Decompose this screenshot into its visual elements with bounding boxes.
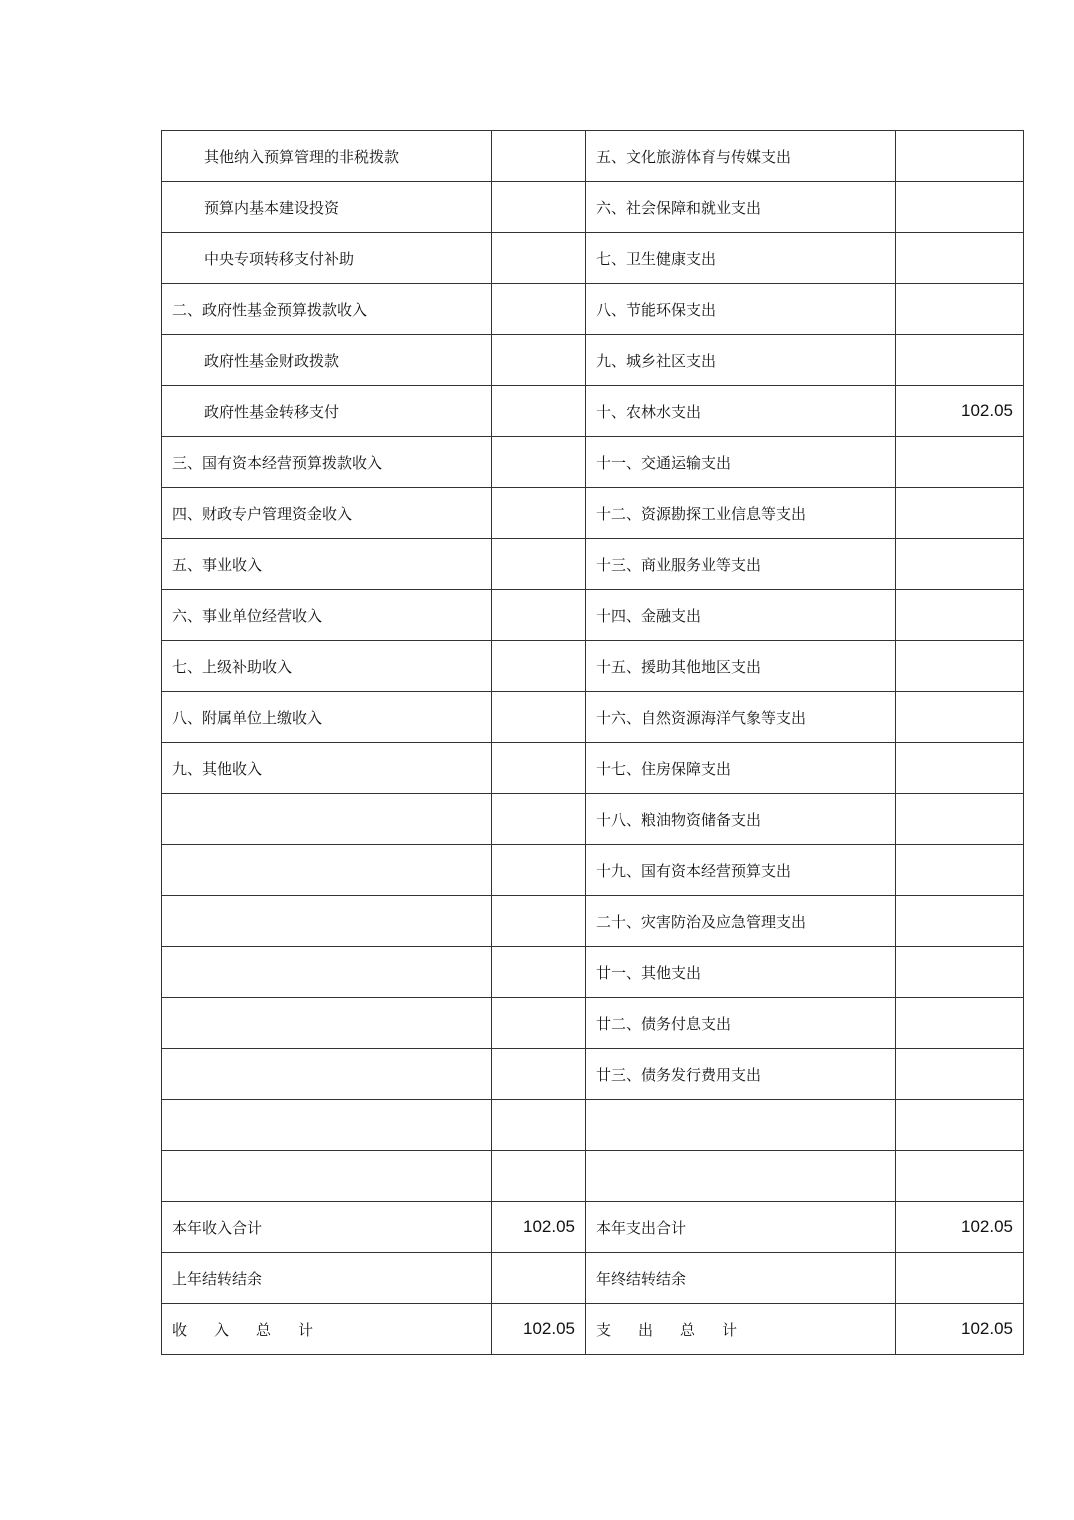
expense-amount-cell [896, 794, 1024, 845]
expense-item-cell: 本年支出合计 [586, 1202, 896, 1253]
expense-item-cell: 六、社会保障和就业支出 [586, 182, 896, 233]
table-row [162, 488, 1024, 539]
income-amount-cell [492, 590, 586, 641]
expense-item-cell: 十三、商业服务业等支出 [586, 539, 896, 590]
income-item-cell: 八、附属单位上缴收入 [162, 692, 492, 743]
table-row [162, 437, 1024, 488]
income-total-char: 收 [172, 1320, 188, 1339]
expense-total-char: 出 [638, 1320, 654, 1339]
expense-item-cell: 廿三、债务发行费用支出 [586, 1049, 896, 1100]
expense-item-cell: 十一、交通运输支出 [586, 437, 896, 488]
income-grand-total-label [162, 1304, 492, 1355]
expense-amount-cell [896, 692, 1024, 743]
income-amount-cell [492, 335, 586, 386]
income-item-cell: 七、上级补助收入 [162, 641, 492, 692]
income-item-cell: 预算内基本建设投资 [162, 182, 492, 233]
income-item-cell: 本年收入合计 [162, 1202, 492, 1253]
table-row [162, 284, 1024, 335]
table-row [162, 1049, 1024, 1100]
expense-item-cell: 十八、粮油物资储备支出 [586, 794, 896, 845]
expense-grand-total-amount: 102.05 [896, 1304, 1024, 1355]
expense-item-cell: 廿一、其他支出 [586, 947, 896, 998]
expense-total-char: 总 [680, 1320, 696, 1339]
income-item-cell: 九、其他收入 [162, 743, 492, 794]
expense-grand-total-label [586, 1304, 896, 1355]
income-amount-cell [492, 488, 586, 539]
income-amount-cell [492, 896, 586, 947]
expense-amount-cell [896, 641, 1024, 692]
expense-item-cell: 十四、金融支出 [586, 590, 896, 641]
income-amount-cell [492, 1100, 586, 1151]
expense-total-char: 计 [722, 1320, 738, 1339]
expense-item-cell: 十二、资源勘探工业信息等支出 [586, 488, 896, 539]
table-row [162, 1202, 1024, 1253]
expense-item-cell: 十五、援助其他地区支出 [586, 641, 896, 692]
expense-amount-cell [896, 182, 1024, 233]
income-amount-cell [492, 233, 586, 284]
income-total-char: 计 [298, 1320, 314, 1339]
expense-amount-cell [896, 233, 1024, 284]
table-row [162, 131, 1024, 182]
table-row [162, 1253, 1024, 1304]
table-row [162, 182, 1024, 233]
expense-item-cell: 八、节能环保支出 [586, 284, 896, 335]
income-item-cell [162, 1049, 492, 1100]
income-item-cell: 六、事业单位经营收入 [162, 590, 492, 641]
income-total-char: 入 [214, 1320, 230, 1339]
expense-amount-cell: 102.05 [896, 386, 1024, 437]
expense-item-cell: 二十、灾害防治及应急管理支出 [586, 896, 896, 947]
income-item-cell: 政府性基金财政拨款 [162, 335, 492, 386]
income-grand-total-amount: 102.05 [492, 1304, 586, 1355]
table-row [162, 896, 1024, 947]
income-item-cell: 五、事业收入 [162, 539, 492, 590]
expense-item-cell: 五、文化旅游体育与传媒支出 [586, 131, 896, 182]
expense-amount-cell [896, 947, 1024, 998]
income-amount-cell [492, 386, 586, 437]
expense-amount-cell [896, 998, 1024, 1049]
income-amount-cell [492, 692, 586, 743]
income-item-cell [162, 998, 492, 1049]
income-amount-cell [492, 947, 586, 998]
table-row [162, 386, 1024, 437]
income-item-cell: 中央专项转移支付补助 [162, 233, 492, 284]
income-item-cell: 四、财政专户管理资金收入 [162, 488, 492, 539]
table-row [162, 947, 1024, 998]
grand-total-row [162, 1304, 1024, 1355]
income-amount-cell [492, 845, 586, 896]
expense-amount-cell [896, 743, 1024, 794]
income-amount-cell: 102.05 [492, 1202, 586, 1253]
expense-amount-cell [896, 845, 1024, 896]
income-amount-cell [492, 1253, 586, 1304]
income-amount-cell [492, 182, 586, 233]
budget-table [161, 130, 1024, 1355]
expense-amount-cell [896, 437, 1024, 488]
expense-amount-cell [896, 131, 1024, 182]
income-item-cell [162, 1151, 492, 1202]
table-row [162, 641, 1024, 692]
income-amount-cell [492, 284, 586, 335]
expense-amount-cell [896, 539, 1024, 590]
table-row [162, 794, 1024, 845]
expense-item-cell [586, 1100, 896, 1151]
income-amount-cell [492, 998, 586, 1049]
table-row [162, 998, 1024, 1049]
expense-amount-cell [896, 590, 1024, 641]
income-item-cell: 二、政府性基金预算拨款收入 [162, 284, 492, 335]
income-item-cell: 上年结转结余 [162, 1253, 492, 1304]
expense-amount-cell [896, 1253, 1024, 1304]
expense-amount-cell [896, 1151, 1024, 1202]
expense-item-cell: 七、卫生健康支出 [586, 233, 896, 284]
income-item-cell [162, 896, 492, 947]
income-item-cell: 政府性基金转移支付 [162, 386, 492, 437]
table-row [162, 590, 1024, 641]
income-amount-cell [492, 539, 586, 590]
income-amount-cell [492, 437, 586, 488]
income-item-cell: 其他纳入预算管理的非税拨款 [162, 131, 492, 182]
table-row [162, 1151, 1024, 1202]
expense-amount-cell [896, 488, 1024, 539]
income-amount-cell [492, 641, 586, 692]
expense-item-cell: 十九、国有资本经营预算支出 [586, 845, 896, 896]
expense-amount-cell [896, 335, 1024, 386]
expense-item-cell: 十七、住房保障支出 [586, 743, 896, 794]
table-row [162, 1100, 1024, 1151]
expense-item-cell [586, 1151, 896, 1202]
expense-item-cell: 九、城乡社区支出 [586, 335, 896, 386]
expense-item-cell: 十、农林水支出 [586, 386, 896, 437]
income-amount-cell [492, 1151, 586, 1202]
table-row [162, 335, 1024, 386]
income-item-cell [162, 947, 492, 998]
income-amount-cell [492, 743, 586, 794]
expense-amount-cell: 102.05 [896, 1202, 1024, 1253]
income-amount-cell [492, 1049, 586, 1100]
table-body [162, 131, 1024, 1304]
income-amount-cell [492, 131, 586, 182]
expense-total-char: 支 [596, 1320, 612, 1339]
table-row [162, 539, 1024, 590]
table-row [162, 692, 1024, 743]
expense-amount-cell [896, 1100, 1024, 1151]
table-row [162, 845, 1024, 896]
expense-amount-cell [896, 284, 1024, 335]
income-amount-cell [492, 794, 586, 845]
table-row [162, 743, 1024, 794]
income-item-cell [162, 1100, 492, 1151]
income-total-char: 总 [256, 1320, 272, 1339]
expense-item-cell: 十六、自然资源海洋气象等支出 [586, 692, 896, 743]
expense-item-cell: 年终结转结余 [586, 1253, 896, 1304]
income-item-cell [162, 794, 492, 845]
income-item-cell: 三、国有资本经营预算拨款收入 [162, 437, 492, 488]
expense-amount-cell [896, 896, 1024, 947]
expense-item-cell: 廿二、债务付息支出 [586, 998, 896, 1049]
income-item-cell [162, 845, 492, 896]
table-row [162, 233, 1024, 284]
expense-amount-cell [896, 1049, 1024, 1100]
